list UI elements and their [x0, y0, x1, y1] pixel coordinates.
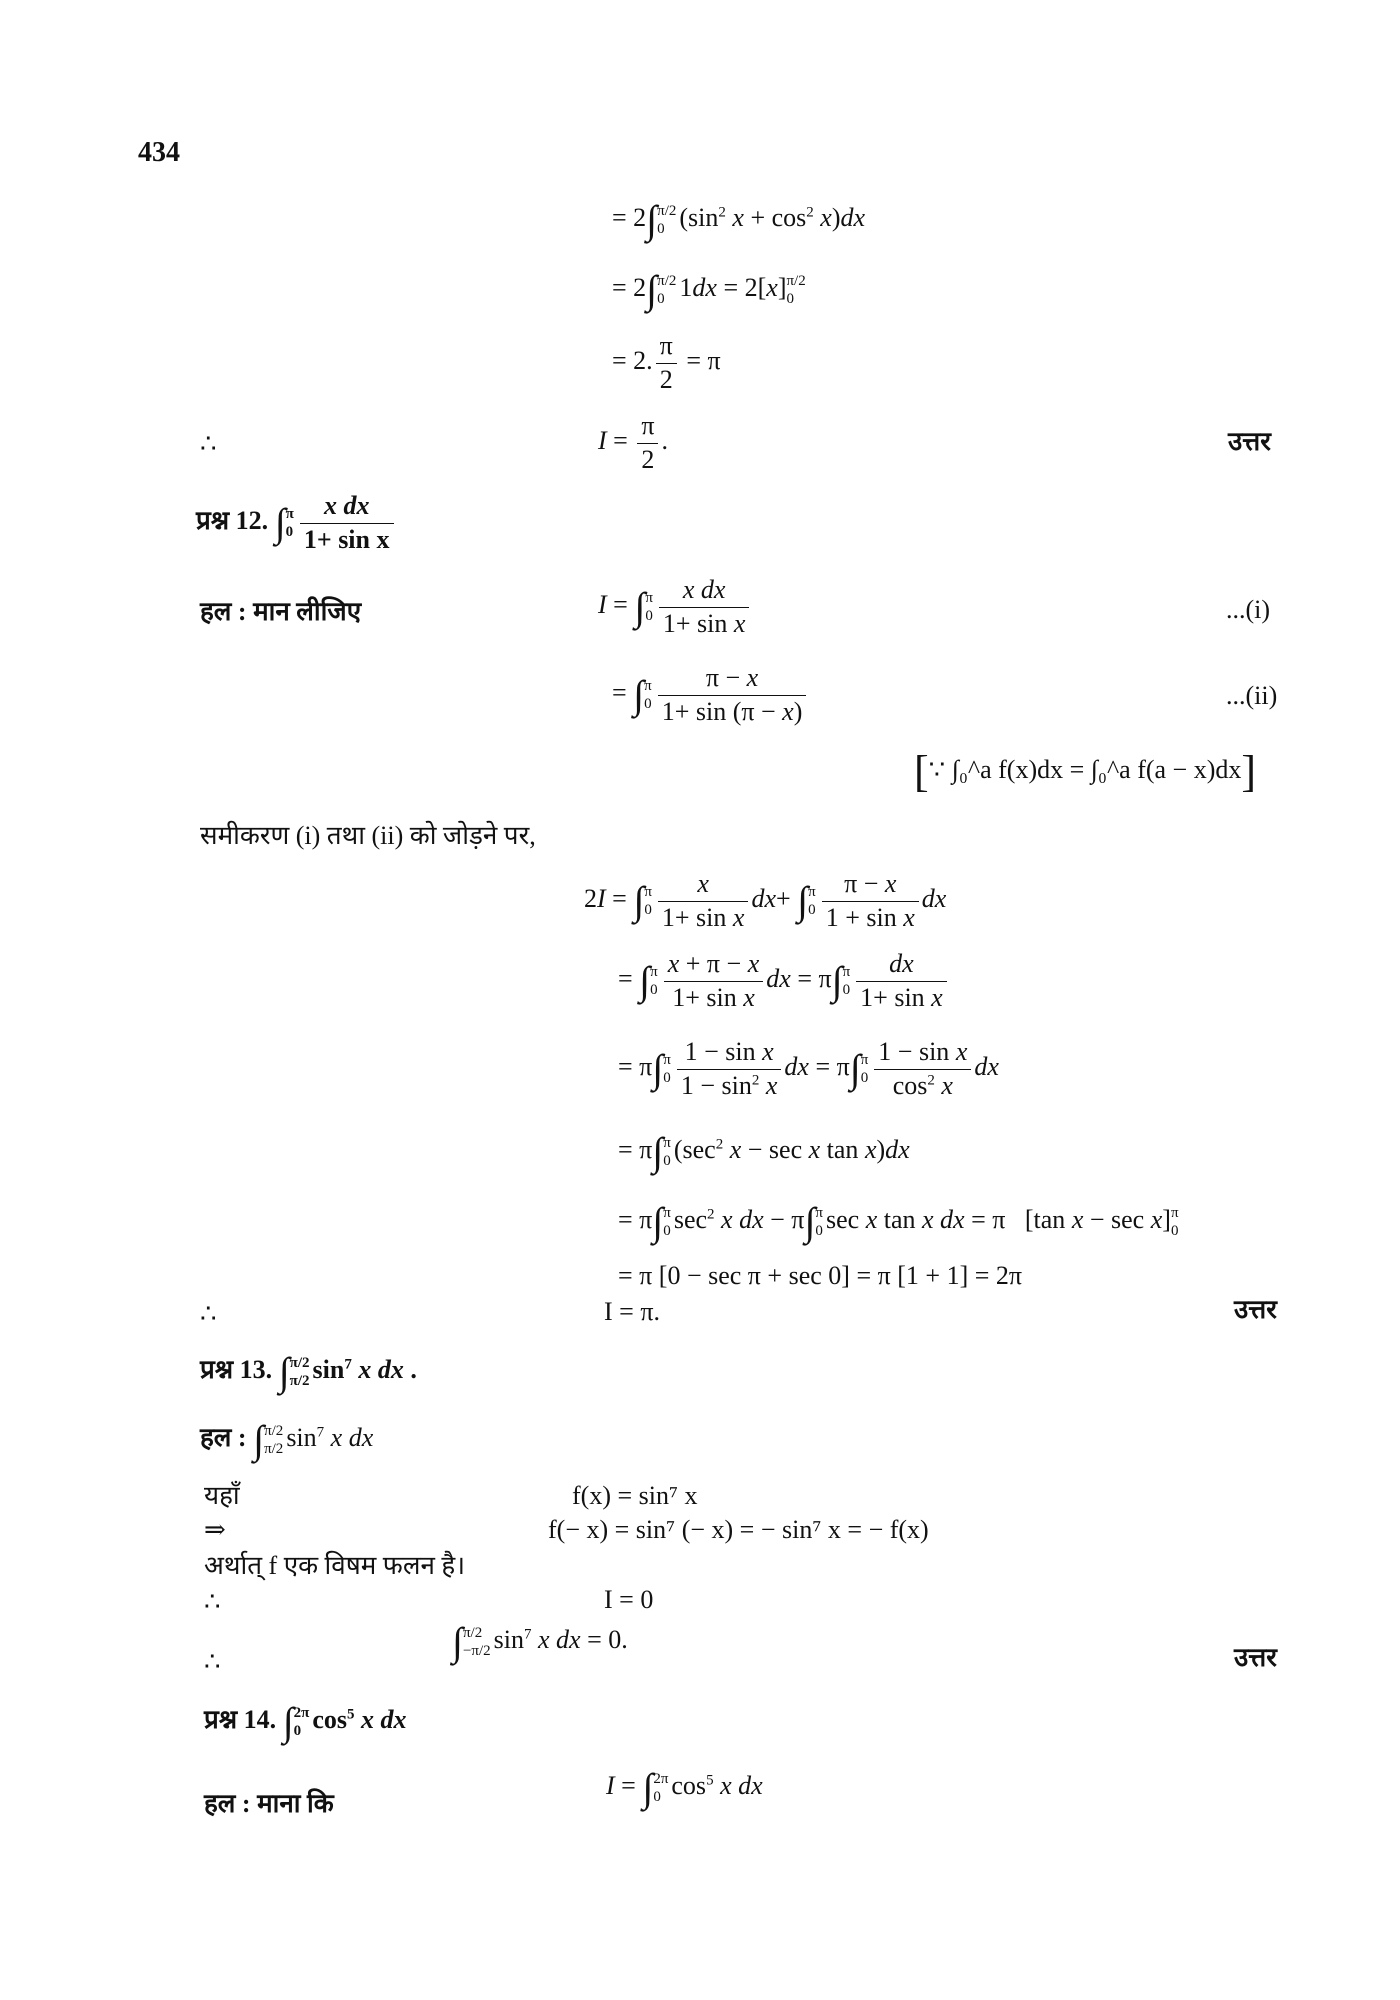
answer-label: उत्तर — [1228, 427, 1271, 456]
q13-f-neg-x: f(− x) = sin⁷ (− x) = − sin⁷ x = − f(x) — [548, 1515, 929, 1544]
q13-i-zero: I = 0 — [604, 1585, 654, 1614]
add-equations-text: समीकरण (i) तथा (ii) को जोड़ने पर, — [200, 821, 536, 850]
equation-line-4: I = $\frac{\pi}{2}$ . — [598, 411, 668, 474]
q12-eq-2: = ∫ π 0 $\frac{\pi - x}{1+ \sin (\pi - x)}$ — [612, 662, 809, 728]
q12-integrand-numerator: x dx — [323, 491, 370, 520]
therefore-symbol: ∴ — [200, 1299, 217, 1328]
q12-integrand-denominator: 1+ sin x — [303, 524, 390, 554]
q14-solve-label: हल : माना कि — [204, 1789, 334, 1818]
property-text: ∵ ∫₀^a f(x)dx = ∫₀^a f(a − x)dx — [928, 755, 1242, 785]
page-number: 434 — [138, 137, 180, 168]
q13-final-value: = 0. — [587, 1624, 628, 1654]
q12-eq-1: I = ∫ π 0 $\frac{\text{x dx}}{\text{1+ sin x}}$ — [598, 574, 752, 640]
odd-function-text: अर्थात् f एक विषम फलन है। — [204, 1551, 466, 1580]
q12-eq-6: = π∫ π 0 ($\sec^2$ x − sec x tan x)dx — [618, 1129, 910, 1174]
question-14-label: प्रश्न 14. — [204, 1704, 277, 1734]
q12-eq-4: = ∫ π 0 $\frac{x + \pi - x}{\text{1+ sin x}}$ dx = π∫ π 0 $\frac{dx}{\text{1+ sin x}}$ — [618, 948, 950, 1014]
property-bracket: [∵ ∫₀^a f(x)dx = ∫₀^a f(a − x)dx] — [914, 747, 1257, 796]
question-14-heading: प्रश्न 14. ∫ 2π 0 $\cos^5 x$ dx — [204, 1699, 407, 1744]
question-12-label: प्रश्न 12. — [196, 505, 269, 535]
implies-symbol: ⇒ — [204, 1515, 226, 1544]
q13-solve-label: हल : — [200, 1422, 247, 1452]
q13-fx: f(x) = sin⁷ x — [572, 1481, 698, 1510]
equation-line-2: = 2∫ π/2 0 1dx = 2[x] π/2 0 — [612, 267, 806, 312]
q12-eq-7: = π∫ π 0 $\sec^2 x$ dx − π∫ π 0 sec x tan x dx = π [tan x − sec x] π 0 — [618, 1199, 1179, 1244]
q12-result: I = π. — [604, 1297, 660, 1326]
eq-label-i: ...(i) — [1226, 595, 1271, 624]
here-label: यहाँ — [204, 1481, 240, 1510]
equation-line-1: = 2∫ π/2 0 ($\sin^2$ $x + \cos^2 x)dx$ — [612, 197, 866, 242]
eq-label-ii: ...(ii) — [1226, 681, 1278, 710]
q13-final: ∫ π/2 −π/2 $\sin^7 x$ dx = 0. — [452, 1619, 628, 1664]
q13-solve-line: हल : ∫ π/2 π/2 $\sin^7 x$ dx — [200, 1417, 374, 1462]
q12-eq-3: 2I = ∫ π 0 $\frac{x}{\text{1+ sin x}}$ dx+ ∫ π 0 $\frac{\pi - x}{\text{1 + sin x}}$ dx — [584, 869, 947, 932]
question-12-heading: प्रश्न 12. ∫ π 0 $\frac{\text{x dx}}{\text{1+ sin x}}$ — [196, 490, 397, 556]
q12-eq-5: = π∫ π 0 $\frac{\text{1 − sin x}}{1 - \sin^2 x}$ dx = π∫ π 0 $\frac{\text{1 − sin x}}{\cos^2 x}$ dx — [618, 1037, 999, 1100]
therefore-symbol: ∴ — [200, 429, 217, 458]
therefore-symbol: ∴ — [204, 1647, 221, 1676]
equation-line-3: = 2. $\frac{\pi}{2}$ = π — [612, 331, 721, 394]
q14-eq-1: I = ∫ 2π 0 $\cos^5 x$ dx — [606, 1765, 763, 1810]
question-13-heading: प्रश्न 13. ∫ π/2 π/2 $\sin^7 x$ dx . — [200, 1349, 417, 1394]
q12-eq-8: = π [0 − sec π + sec 0] = π [1 + 1] = 2π — [618, 1261, 1023, 1290]
answer-label: उत्तर — [1234, 1643, 1277, 1672]
therefore-symbol: ∴ — [204, 1587, 221, 1616]
answer-label: उत्तर — [1234, 1295, 1277, 1324]
question-13-label: प्रश्न 13. — [200, 1354, 273, 1384]
q12-solve-label: हल : मान लीजिए — [200, 597, 362, 626]
